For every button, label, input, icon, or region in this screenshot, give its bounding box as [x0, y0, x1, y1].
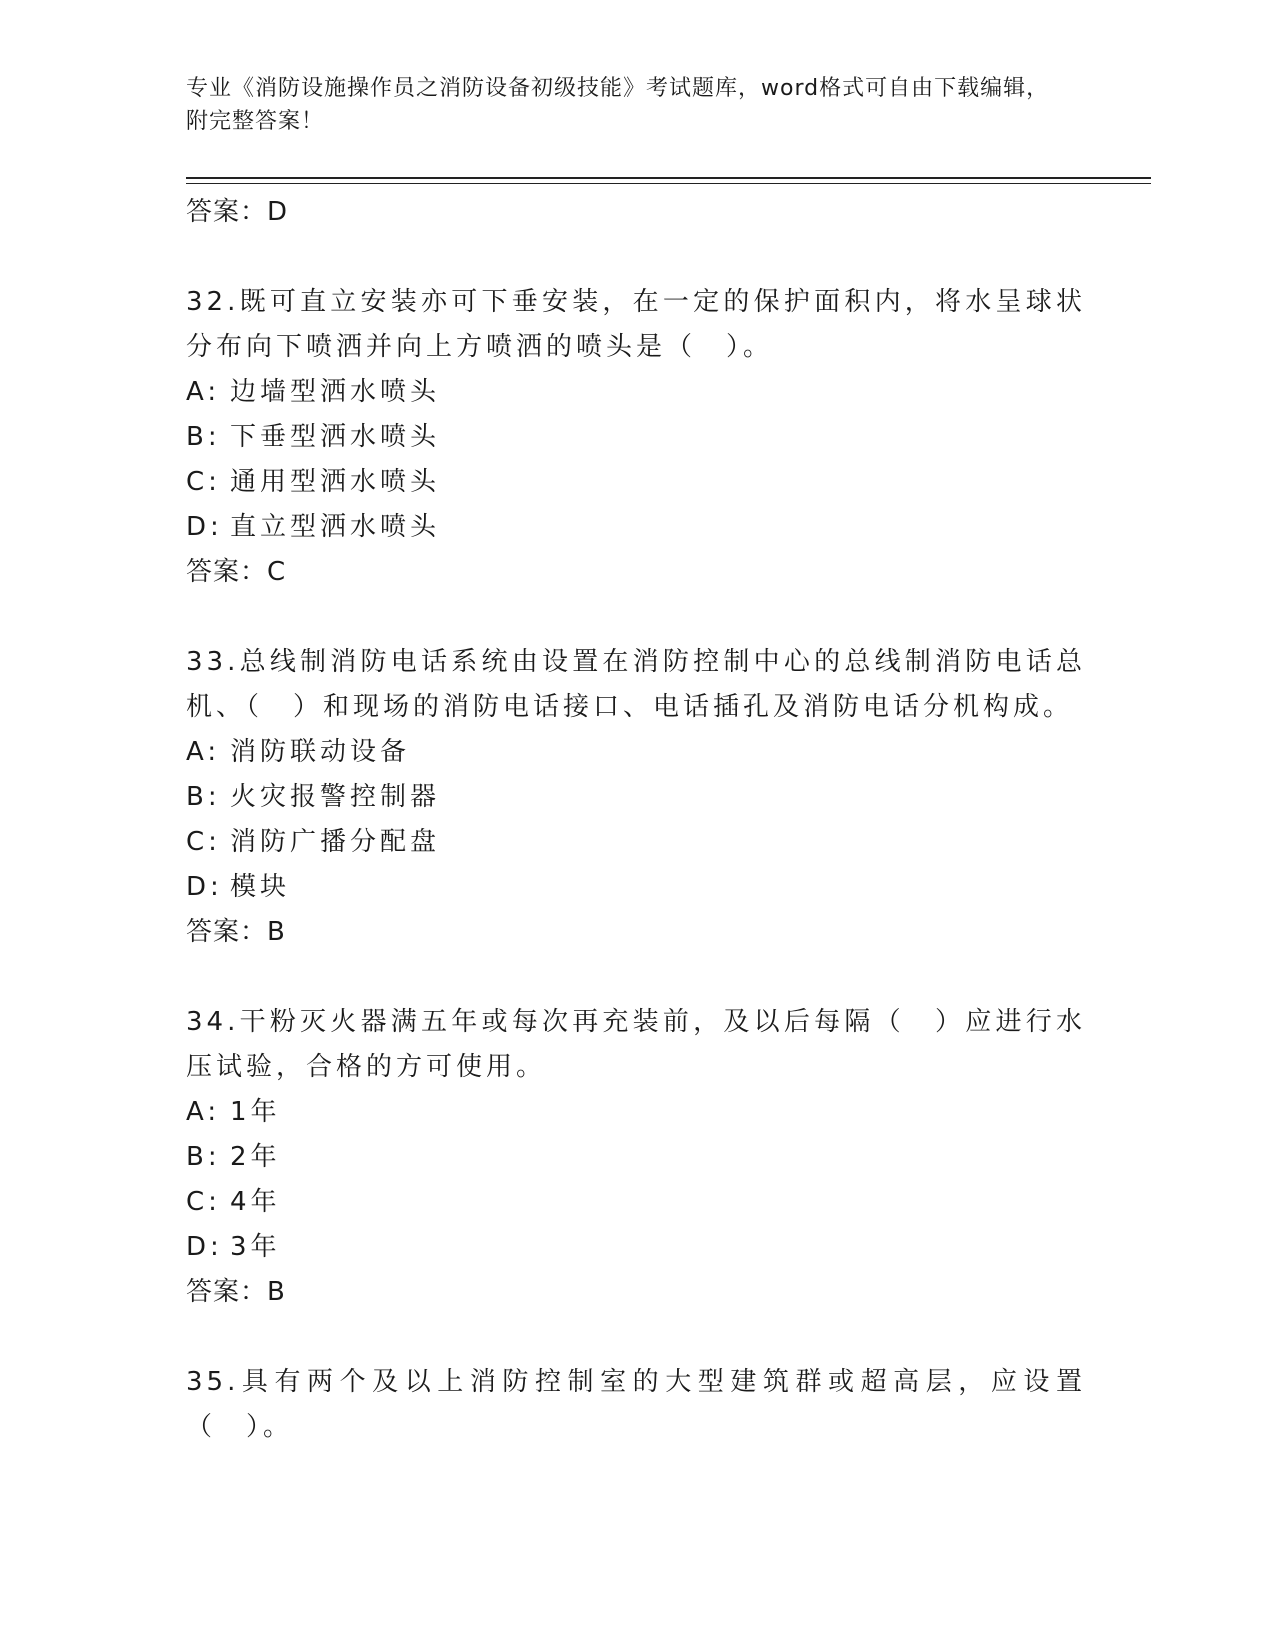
- question-stem: 32.既可直立安装亦可下垂安装，在一定的保护面积内，将水呈球状分布向下喷洒并向上方喷洒的喷头是（ ）。: [186, 287, 1086, 362]
- option-d: [186, 1225, 1086, 1270]
- question-stem: 34.干粉灭火器满五年或每次再充装前，及以后每隔（ ）应进行水压试验，合格的方可使用。: [186, 1007, 1086, 1082]
- question-33: [186, 640, 1086, 954]
- option-key: A:: [186, 737, 221, 767]
- option-key: A:: [186, 1097, 221, 1127]
- option-text: 1年: [230, 1097, 281, 1127]
- option-a: [186, 730, 1086, 775]
- option-key: D:: [186, 872, 223, 902]
- option-text: 2年: [230, 1142, 281, 1172]
- option-key: C:: [186, 827, 221, 857]
- question-34: [186, 1000, 1086, 1314]
- option-text: 消防联动设备: [230, 737, 411, 767]
- option-a: [186, 370, 1086, 415]
- option-text: 消防广播分配盘: [230, 827, 441, 857]
- option-text: 4年: [230, 1187, 281, 1217]
- header-divider-thick: [186, 177, 1151, 179]
- option-c: [186, 820, 1086, 865]
- question-answer: 答案：C: [186, 557, 287, 587]
- option-text: 模块: [230, 872, 291, 902]
- option-key: D:: [186, 1232, 223, 1262]
- question-answer: 答案：B: [186, 1277, 286, 1307]
- option-text: 直立型洒水喷头: [230, 512, 441, 542]
- previous-answer: 答案：D: [186, 197, 289, 227]
- question-35: [186, 1360, 1086, 1450]
- option-key: B:: [186, 1142, 221, 1172]
- option-a: [186, 1090, 1086, 1135]
- option-key: D:: [186, 512, 223, 542]
- option-key: A:: [186, 377, 221, 407]
- page-header: 专业《消防设施操作员之消防设备初级技能》考试题库，word格式可自由下载编辑，附完整答案！: [186, 76, 1050, 134]
- option-c: [186, 1180, 1086, 1225]
- option-d: [186, 505, 1086, 550]
- option-key: B:: [186, 782, 221, 812]
- option-key: B:: [186, 422, 221, 452]
- question-32: [186, 280, 1086, 594]
- document-body: [186, 190, 1086, 1450]
- option-text: 火灾报警控制器: [230, 782, 441, 812]
- option-text: 3年: [230, 1232, 281, 1262]
- question-stem: 33.总线制消防电话系统由设置在消防控制中心的总线制消防电话总机、（ ）和现场的消防电话接口、电话插孔及消防电话分机构成。: [186, 647, 1086, 722]
- option-b: [186, 775, 1086, 820]
- question-stem: 35.具有两个及以上消防控制室的大型建筑群或超高层，应设置（ ）。: [186, 1367, 1086, 1442]
- option-d: [186, 865, 1086, 910]
- option-c: [186, 460, 1086, 505]
- option-text: 通用型洒水喷头: [230, 467, 441, 497]
- question-answer: 答案：B: [186, 917, 286, 947]
- option-b: [186, 1135, 1086, 1180]
- option-key: C:: [186, 467, 221, 497]
- option-b: [186, 415, 1086, 460]
- option-text: 下垂型洒水喷头: [230, 422, 441, 452]
- option-key: C:: [186, 1187, 221, 1217]
- option-text: 边墙型洒水喷头: [230, 377, 441, 407]
- header-divider-thin: [186, 183, 1151, 184]
